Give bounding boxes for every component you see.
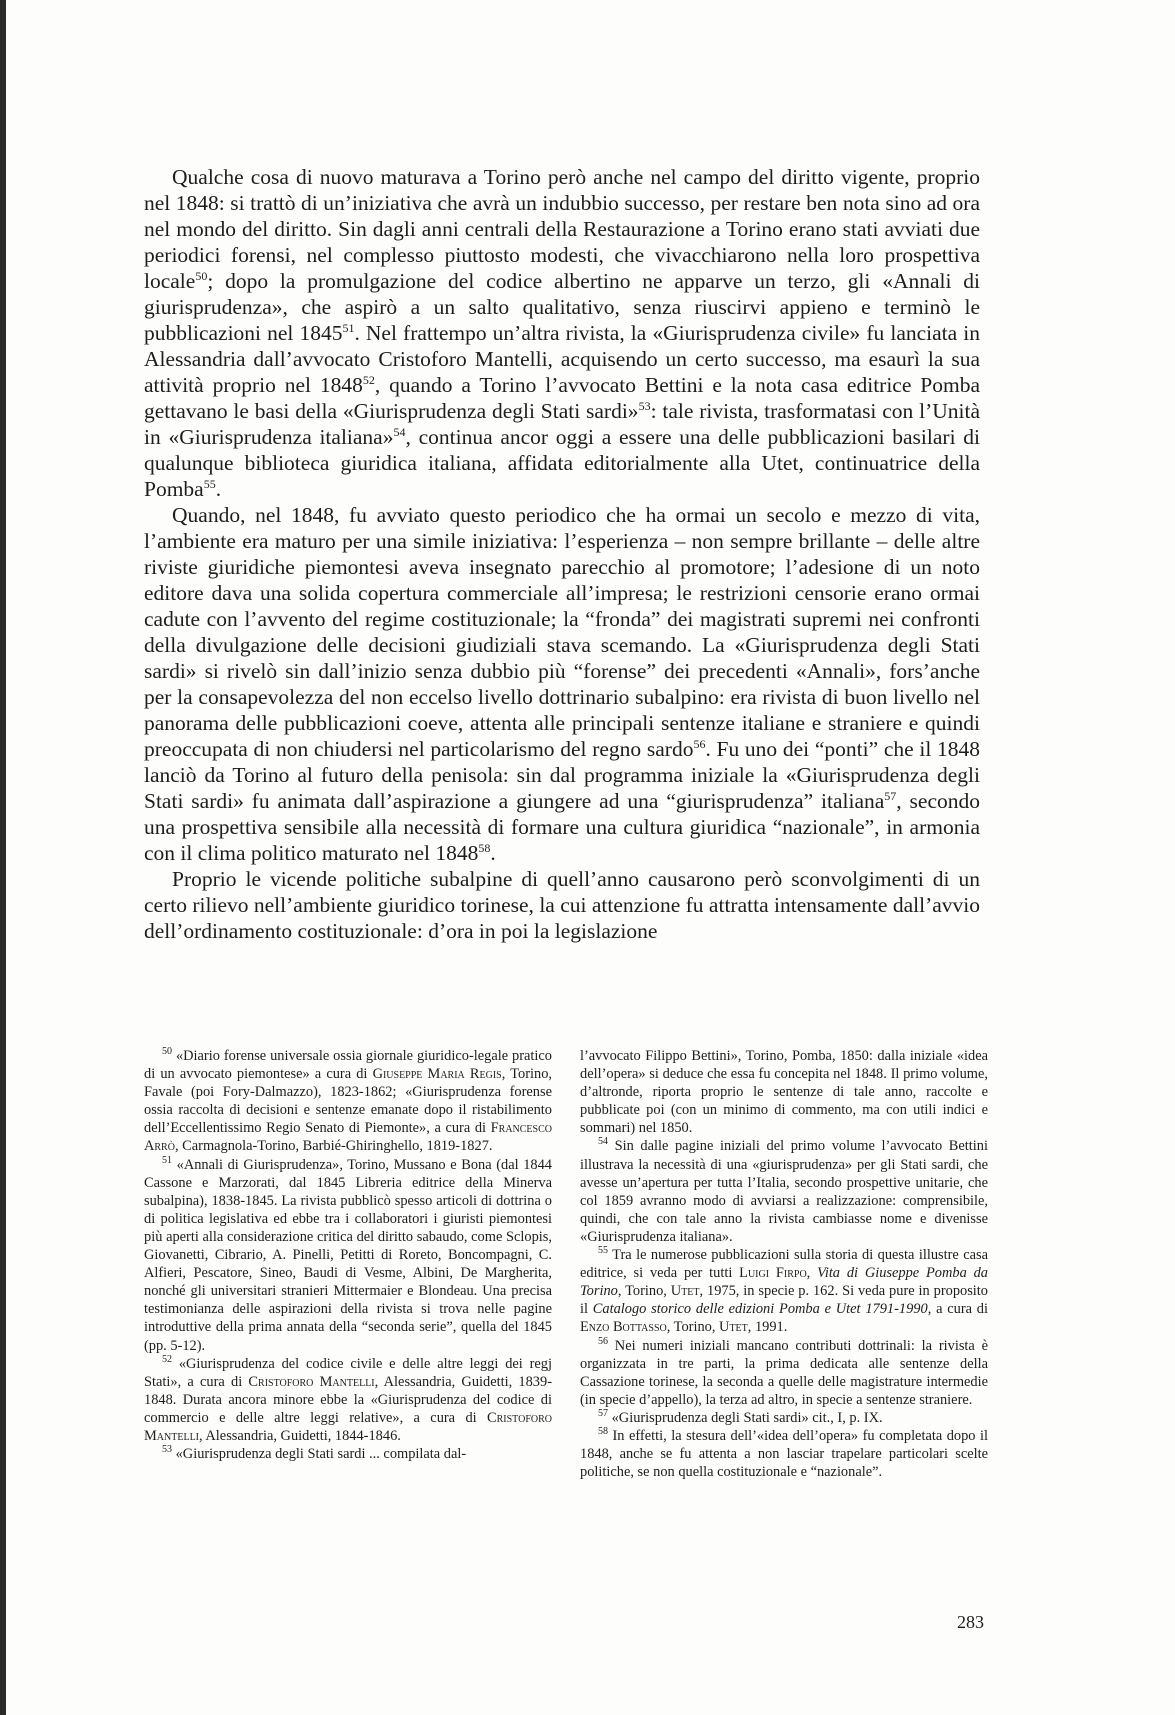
text-run: Qualche cosa di nuovo maturava a Torino però anche nel campo del diritto vigente, proprio nel 1848: si trattò di un’iniziativa che avrà un indubbio successo, per restare ben nota sino ad ora nel mondo del diritto. Sin dagli anni centrali della Restaurazione a Torino erano stati avviati due periodici forensi, nel complesso piuttosto modesti, che vivacchiarono nella loro prospettiva locale bbox=[144, 165, 980, 293]
author-name: Cristoforo Mantelli bbox=[144, 1409, 552, 1444]
footnote-number: 57 bbox=[598, 1408, 608, 1420]
text-run: l’avvocato Filippo Bettini», Torino, Pomba, 1850: dalla iniziale «idea dell’opera» si deduce che essa fu concepita nel 1848. Il primo volume, d’altronde, riporta proprio le sentenze di tale anno, raccolte e pubblicate poi (con un minimo di commento, ma con utili indici e sommari) nel 1850. bbox=[580, 1048, 988, 1137]
text-run: ; dopo la promulgazione del codice albertino ne apparve un terzo, gli «Annali di giurisprudenza», che aspirò a un salto qualitativo, senza riuscirvi appieno e terminò le pubblicazioni nel 1845 bbox=[144, 269, 980, 345]
footnote bbox=[144, 1156, 552, 1355]
footnote bbox=[580, 1047, 988, 1137]
text-run: «Giurisprudenza del codice civile e delle altre leggi dei regj Stati», a cura di bbox=[144, 1355, 552, 1390]
author-name: Luigi Firpo bbox=[739, 1265, 807, 1282]
body-paragraph bbox=[144, 164, 980, 502]
text-run: . Fu uno dei “ponti” che il 1848 lanciò da Torino al futuro della penisola: sin dal programma iniziale la «Giurisprudenza degli Stati sardi» fu animata dall’aspirazione a giungere ad una “giurisprudenza” italiana bbox=[144, 737, 980, 813]
footnote-number: 52 bbox=[162, 1353, 172, 1365]
footnote-number: 56 bbox=[598, 1335, 608, 1347]
page-number: 283 bbox=[957, 1612, 984, 1632]
text-run: , Alessandria, Guidetti, 1839-1848. Durata ancora minore ebbe la «Giurisprudenza del codice di commercio e delle altre leggi relative», a cura di bbox=[144, 1373, 552, 1426]
author-name: Utet bbox=[670, 1283, 700, 1300]
text-run: Sin dalle pagine iniziali del primo volume l’avvocato Bettini illustrava la necessità di una «giurisprudenza» per gli Stati sardi, che avesse un’apertura per tutta l’Italia, secondo prospettive unitarie, che col 1859 avranno modo di avviarsi a realizzazione: comprensibile, quindi, che con tale anno la rivista cambiasse nome e divenisse «Giurisprudenza italiana». bbox=[580, 1138, 988, 1245]
footnote-number: 54 bbox=[598, 1136, 608, 1148]
text-run: . bbox=[215, 477, 222, 501]
footnote bbox=[144, 1355, 552, 1445]
author-name: Utet bbox=[719, 1319, 748, 1336]
footnote-ref: 56 bbox=[693, 736, 706, 751]
footnote-number: 55 bbox=[598, 1245, 608, 1257]
text-run: Proprio le vicende politiche subalpine di quell’anno causarono però sconvolgimenti di un certo rilievo nell’ambiente giuridico torinese, la cui attenzione fu attratta intensamente dall’avvio dell’ordinamento costituzionale: d’ora in poi la legislazione bbox=[144, 867, 980, 943]
text-run: , Carmagnola-Torino, Barbié-Ghiringhello, 1819-1827. bbox=[174, 1138, 493, 1155]
text-run: , quando a Torino l’avvocato Bettini e la nota casa editrice Pomba gettavano le basi della «Giurisprudenza degli Stati sardi» bbox=[144, 373, 980, 423]
author-name: Cristoforo Mantelli bbox=[248, 1373, 375, 1390]
text-run: , secondo una prospettiva sensibile alla necessità di formare una cultura giuridica “nazionale”, in armonia con il clima politico maturato nel 1848 bbox=[144, 789, 980, 865]
footnote-ref: 51 bbox=[342, 320, 355, 335]
text-run: , 1975, in specie p. 162. Si veda pure in proposito il bbox=[580, 1283, 989, 1318]
footnote bbox=[144, 1047, 552, 1156]
body-paragraph bbox=[144, 502, 980, 866]
text-run: Nei numeri iniziali mancano contributi dottrinali: la rivista è organizzata in tre parti, la prima dedicata alle sentenze della Cassazione torinese, la seconda a quelle delle magistrature intermedie (in specie d’appello), la terza ad altro, in specie a sentenze straniere. bbox=[580, 1337, 988, 1408]
author-name: Enzo Bottasso bbox=[580, 1319, 667, 1336]
footnote-number: 58 bbox=[598, 1426, 608, 1438]
text-run: : tale rivista, trasformatasi con l’Unità in «Giurisprudenza italiana» bbox=[144, 399, 981, 449]
text-run: , 1991. bbox=[747, 1319, 788, 1336]
text-run: , Torino, bbox=[617, 1283, 671, 1300]
text-run: , a cura di bbox=[927, 1301, 988, 1318]
footnote-ref: 50 bbox=[195, 268, 208, 283]
work-title: Catalogo storico delle edizioni Pomba e Utet 1791-1990 bbox=[592, 1301, 928, 1318]
footnote-number: 50 bbox=[162, 1046, 172, 1058]
footnote bbox=[580, 1409, 988, 1427]
author-name: Francesco Arrò bbox=[144, 1120, 552, 1155]
footnote bbox=[580, 1246, 988, 1336]
footnote bbox=[580, 1337, 988, 1409]
footnotes-right-column bbox=[580, 1047, 988, 1481]
footnote-ref: 58 bbox=[478, 840, 491, 855]
text-run: , Alessandria, Guidetti, 1844-1846. bbox=[199, 1427, 401, 1444]
footnote-ref: 55 bbox=[203, 476, 216, 491]
footnote-ref: 53 bbox=[638, 398, 651, 413]
footnote-number: 51 bbox=[162, 1154, 172, 1166]
text-run: . Nel frattempo un’altra rivista, la «Giurisprudenza civile» fu lanciata in Alessandria dall’avvocato Cristoforo Mantelli, acquisendo un certo successo, ma esaurì la sua attività proprio nel 1848 bbox=[144, 321, 980, 397]
footnote-ref: 54 bbox=[393, 424, 406, 439]
text-run: . bbox=[490, 841, 496, 865]
footnotes-left-column bbox=[144, 1047, 552, 1463]
text-run: , Torino, bbox=[666, 1319, 720, 1336]
body-paragraph bbox=[144, 866, 980, 944]
text-run: , bbox=[806, 1265, 818, 1282]
text-run: «Giurisprudenza degli Stati sardi» cit., I, p. IX. bbox=[611, 1409, 883, 1426]
footnote bbox=[580, 1427, 988, 1481]
footnote bbox=[144, 1445, 552, 1463]
footnote bbox=[580, 1137, 988, 1246]
main-text bbox=[144, 164, 980, 944]
text-run: In effetti, la stesura dell’«idea dell’opera» fu completata dopo il 1848, anche se fu attenta a non lasciar trapelare particolari scelte politiche, se non quella costituzionale e “nazionale”. bbox=[580, 1427, 988, 1481]
text-run: «Diario forense universale ossia giornale giuridico-legale pratico di un avvocato piemontese» a cura di bbox=[144, 1048, 552, 1083]
text-run: «Annali di Giurisprudenza», Torino, Mussano e Bona (dal 1844 Cassone e Marzorati, dal 1845 Libreria editrice della Minerva subalpina), 1838-1845. La rivista pubblicò spesso articoli di dottrina o di politica legislativa ed ebbe tra i collaboratori i giuristi piemontesi più aperti alla considerazione critica del diritto sabaudo, come Sclopis, Giovanetti, Cibrario, A. Pinelli, Petitti di Roreto, Boncompagni, C. Alfieri, Pescatore, Sineo, Baudi di Vesme, Albini, De Margherita, nonché gli universitari stranieri Mittermaier e Blondeau. Una precisa testimonianza delle aspirazioni della rivista si trova nelle pagine introduttive della prima annata della “seconda serie”, quella del 1845 (pp. 5-12). bbox=[144, 1156, 552, 1354]
author-name: Giuseppe Maria Regis bbox=[372, 1066, 502, 1083]
footnote-ref: 52 bbox=[362, 372, 375, 387]
text-run: , Torino, Favale (poi Fory-Dalmazzo), 1823-1862; «Giurisprudenza forense ossia raccolta di decisioni e sentenze emanate dopo il ristabilimento dell’Eccellentissimo Regio Senato di Piemonte», a cura di bbox=[144, 1066, 552, 1137]
text-run: Quando, nel 1848, fu avviato questo periodico che ha ormai un secolo e mezzo di vita, l’ambiente era maturo per una simile iniziativa: l’esperienza – non sempre brillante – delle altre riviste giuridiche piemontesi aveva insegnato parecchio al promotore; l’adesione di un noto editore dava una solida copertura commerciale all’impresa; le restrizioni censorie erano ormai cadute con l’avvento del regime costituzionale; la “fronda” dei magistrati supremi nei confronti della divulgazione delle decisioni giudiziali stava scemando. La «Giurisprudenza degli Stati sardi» si rivelò sin dall’inizio senza dubbio più “forense” dei precedenti «Annali», fors’anche per la consapevolezza del non eccelso livello dottrinario subalpino: era rivista di buon livello nel panorama delle pubblicazioni coeve, attenta alle principali sentenze italiane e straniere e quindi preoccupata di non chiudersi nel particolarismo del regno sardo bbox=[144, 503, 980, 761]
text-run: , continua ancor oggi a essere una delle pubblicazioni basilari di qualunque biblioteca giuridica italiana, affidata editorialmente alla Utet, continuatrice della Pomba bbox=[144, 425, 980, 501]
footnote-ref: 57 bbox=[884, 788, 897, 803]
work-title: Vita di Giuseppe Pomba da Torino bbox=[580, 1265, 988, 1300]
scan-binding-edge bbox=[0, 0, 6, 1715]
text-run: Tra le numerose pubblicazioni sulla storia di questa illustre casa editrice, si veda per tutti bbox=[580, 1247, 988, 1282]
footnote-number: 53 bbox=[162, 1444, 172, 1456]
text-run: «Giurisprudenza degli Stati sardi ... compilata dal- bbox=[175, 1446, 467, 1463]
